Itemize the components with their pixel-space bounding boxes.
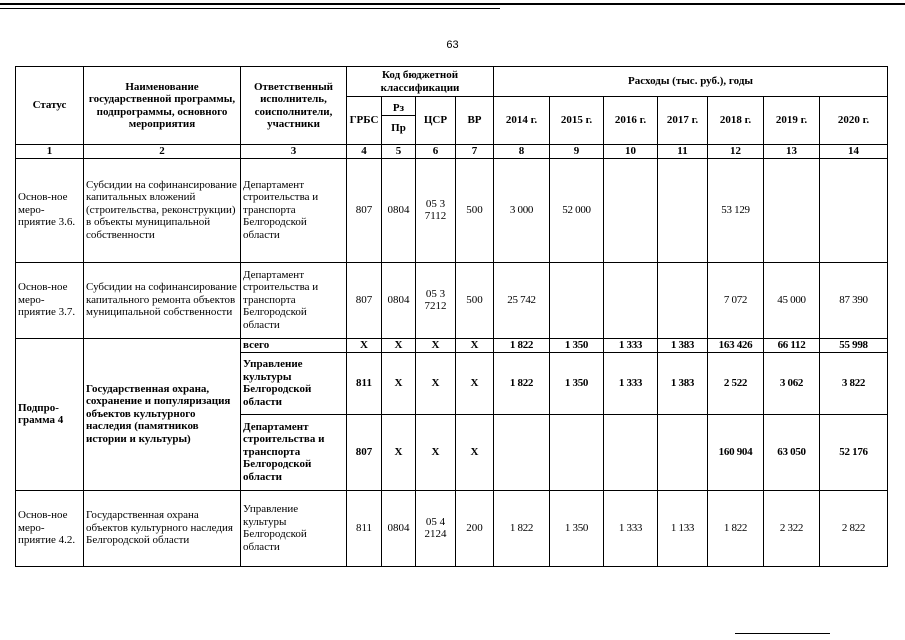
row-name: Субсидии на софинансирование капитальных вложений (строительства, реконструкции) в объекты муниципальной собственности [84, 158, 241, 262]
row-csr: 05 3 7212 [416, 262, 456, 338]
row-amount-2018: 163 426 [708, 338, 764, 352]
header-rz: Рз [382, 101, 415, 117]
row-grbs: 811 [347, 490, 382, 566]
footnote-line [735, 633, 830, 634]
row-amount-2015 [550, 262, 604, 338]
row-amount-2020: 52 176 [820, 414, 888, 490]
row-vr: X [456, 352, 494, 414]
row-name: Государственная охрана, сохранение и популяризация объектов культурного наследия (памятников истории и культуры) [84, 338, 241, 490]
header-rzpr [382, 97, 416, 145]
row-executor: Департамент строительства и транспорта Белгородской области [241, 262, 347, 338]
row-amount-2015: 52 000 [550, 158, 604, 262]
row-grbs: X [347, 338, 382, 352]
row-amount-2018: 53 129 [708, 158, 764, 262]
row-csr: X [416, 338, 456, 352]
row-amount-2017 [658, 262, 708, 338]
row-vr: 500 [456, 262, 494, 338]
column-number: 10 [604, 145, 658, 159]
row-vr: X [456, 414, 494, 490]
column-number: 11 [658, 145, 708, 159]
table-row [16, 490, 888, 566]
row-amount-2019 [764, 158, 820, 262]
row-grbs: 807 [347, 414, 382, 490]
header-pr: Пр [391, 122, 406, 134]
page-number: 63 [446, 39, 459, 51]
row-status: Основ-ное меро-приятие 4.2. [16, 490, 84, 566]
row-amount-2014: 1 822 [494, 338, 550, 352]
row-amount-2014: 3 000 [494, 158, 550, 262]
row-grbs: 811 [347, 352, 382, 414]
header-year: 2014 г. [494, 97, 550, 145]
row-amount-2014 [494, 414, 550, 490]
row-rzpr: X [382, 414, 416, 490]
row-csr: 05 4 2124 [416, 490, 456, 566]
row-amount-2016: 1 333 [604, 338, 658, 352]
row-executor: всего [241, 338, 347, 352]
column-number: 13 [764, 145, 820, 159]
row-csr: X [416, 352, 456, 414]
header-executor: Ответственный исполнитель, соисполнители, участники [241, 67, 347, 145]
table-row [16, 262, 888, 338]
header-status: Статус [16, 67, 84, 145]
row-status: Основ-ное меро-приятие 3.6. [16, 158, 84, 262]
row-amount-2017 [658, 414, 708, 490]
column-number: 2 [84, 145, 241, 159]
header-csr: ЦСР [416, 97, 456, 145]
table-row [16, 158, 888, 262]
row-vr: X [456, 338, 494, 352]
column-number: 9 [550, 145, 604, 159]
column-number: 8 [494, 145, 550, 159]
row-rzpr: X [382, 338, 416, 352]
row-amount-2018: 160 904 [708, 414, 764, 490]
row-csr: 05 3 7112 [416, 158, 456, 262]
row-amount-2015 [550, 414, 604, 490]
header-year: 2020 г. [820, 97, 888, 145]
row-name: Субсидии на софинансирование капитального ремонта объектов муниципальной собственности [84, 262, 241, 338]
row-rzpr: 0804 [382, 262, 416, 338]
row-amount-2015: 1 350 [550, 338, 604, 352]
row-amount-2018: 2 522 [708, 352, 764, 414]
row-status: Основ-ное меро-приятие 3.7. [16, 262, 84, 338]
row-amount-2014: 1 822 [494, 352, 550, 414]
row-amount-2017: 1 383 [658, 338, 708, 352]
column-number: 5 [382, 145, 416, 159]
row-amount-2017 [658, 158, 708, 262]
row-amount-2019: 2 322 [764, 490, 820, 566]
row-amount-2015: 1 350 [550, 352, 604, 414]
row-grbs: 807 [347, 262, 382, 338]
row-amount-2019: 3 062 [764, 352, 820, 414]
row-amount-2016 [604, 262, 658, 338]
header-expenses: Расходы (тыс. руб.), годы [494, 67, 888, 97]
row-amount-2014: 1 822 [494, 490, 550, 566]
row-vr: 500 [456, 158, 494, 262]
row-amount-2018: 1 822 [708, 490, 764, 566]
row-name: Государственная охрана объектов культурного наследия Белгородской области [84, 490, 241, 566]
top-border-line [0, 3, 905, 5]
column-number: 1 [16, 145, 84, 159]
row-amount-2016 [604, 414, 658, 490]
row-amount-2017: 1 383 [658, 352, 708, 414]
row-amount-2020 [820, 158, 888, 262]
column-number-row [16, 145, 888, 159]
header-vr: ВР [456, 97, 494, 145]
row-executor: Департамент строительства и транспорта Белгородской области [241, 414, 347, 490]
row-status: Подпро-грамма 4 [16, 338, 84, 490]
header-year: 2019 г. [764, 97, 820, 145]
header-year: 2017 г. [658, 97, 708, 145]
row-amount-2020: 2 822 [820, 490, 888, 566]
row-amount-2016: 1 333 [604, 352, 658, 414]
top-border-line-short [0, 8, 500, 9]
row-amount-2020: 87 390 [820, 262, 888, 338]
row-amount-2020: 3 822 [820, 352, 888, 414]
row-executor: Управление культуры Белгородской области [241, 352, 347, 414]
row-amount-2019: 45 000 [764, 262, 820, 338]
row-rzpr: 0804 [382, 158, 416, 262]
row-executor: Департамент строительства и транспорта Белгородской области [241, 158, 347, 262]
row-amount-2014: 25 742 [494, 262, 550, 338]
column-number: 14 [820, 145, 888, 159]
row-amount-2018: 7 072 [708, 262, 764, 338]
row-amount-2019: 63 050 [764, 414, 820, 490]
row-csr: X [416, 414, 456, 490]
row-amount-2017: 1 133 [658, 490, 708, 566]
column-number: 12 [708, 145, 764, 159]
column-number: 4 [347, 145, 382, 159]
row-vr: 200 [456, 490, 494, 566]
header-year: 2015 г. [550, 97, 604, 145]
row-amount-2015: 1 350 [550, 490, 604, 566]
row-amount-2019: 66 112 [764, 338, 820, 352]
table-row-total [16, 338, 888, 352]
budget-table [15, 66, 888, 567]
header-grbs: ГРБС [347, 97, 382, 145]
row-amount-2016: 1 333 [604, 490, 658, 566]
row-amount-2016 [604, 158, 658, 262]
column-number: 7 [456, 145, 494, 159]
header-budget-code: Код бюджетной классификации [347, 67, 494, 97]
header-name: Наименование государственной программы, подпрограммы, основного мероприятия [84, 67, 241, 145]
row-executor: Управление культуры Белгородской области [241, 490, 347, 566]
row-rzpr: X [382, 352, 416, 414]
header-year: 2016 г. [604, 97, 658, 145]
column-number: 6 [416, 145, 456, 159]
header-year: 2018 г. [708, 97, 764, 145]
row-grbs: 807 [347, 158, 382, 262]
row-amount-2020: 55 998 [820, 338, 888, 352]
row-rzpr: 0804 [382, 490, 416, 566]
column-number: 3 [241, 145, 347, 159]
